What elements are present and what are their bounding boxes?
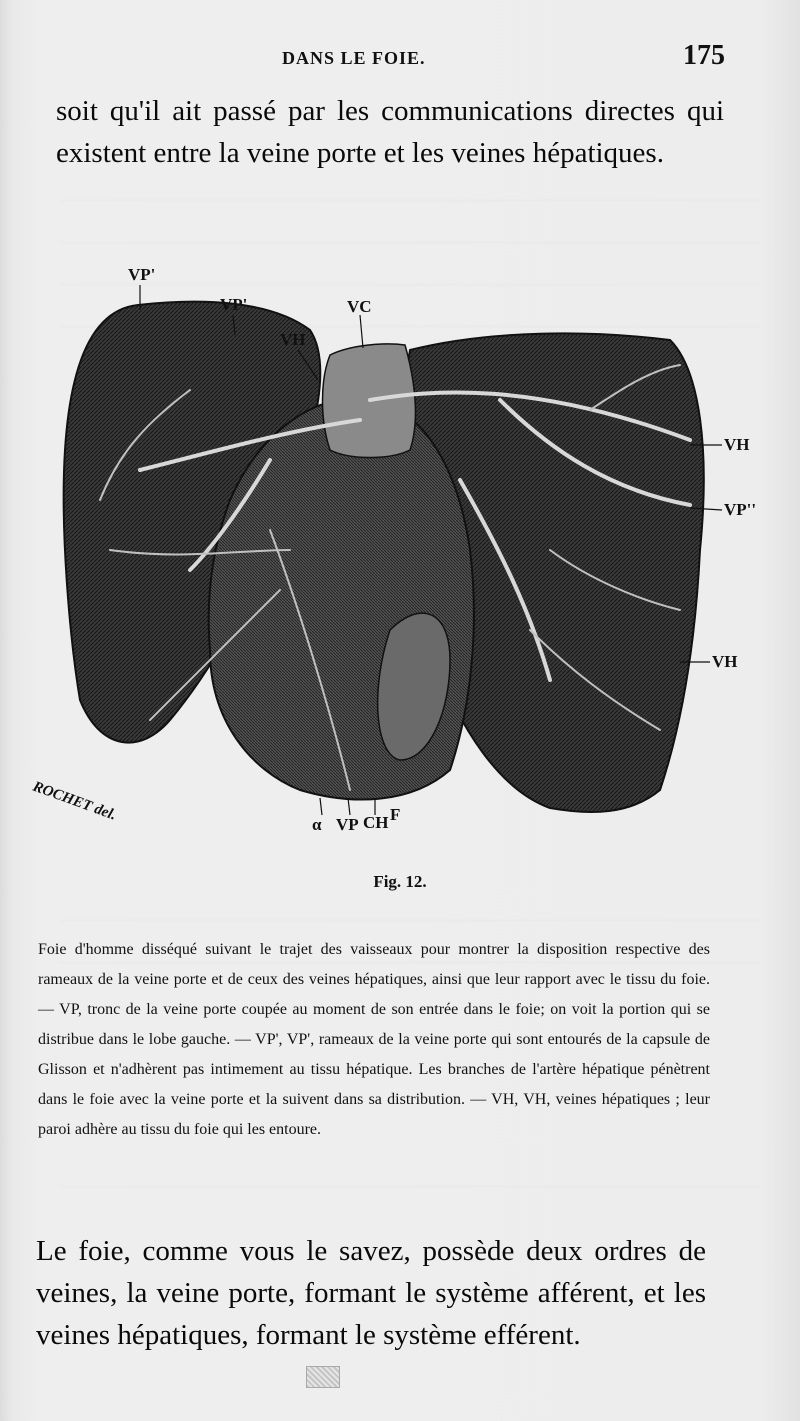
label-vh-right-2: VH xyxy=(712,652,738,671)
label-vc: VC xyxy=(347,297,372,316)
label-vh-top: VH xyxy=(280,330,306,349)
figure-caption: Foie d'homme disséqué suivant le trajet des vaisseaux pour montrer la disposition respective des rameaux de la veine porte et de ceux des veines hépatiques, ainsi que leur rapport avec le tissu du foie. — VP, tronc de la veine porte coupée au moment de son entrée dans le foie; on voit la portion qui se distribue dans le lobe gauche. — VP', VP', rameaux de la veine porte qui sont entourés de la capsule de Glisson et n'adhèrent pas intimement au tissu hépatique. Les branches de l'artère hépatique pénètrent dans le foie avec la veine porte et la suivent dans sa distribution. — VH, VH, veines hépatiques ; leur paroi adhère au tissu du foie qui les entoure. xyxy=(38,941,710,1138)
page-header xyxy=(60,40,725,80)
paragraph-bottom: Le foie, comme vous le savez, possède deux ordres de veines, la veine porte, formant le système afférent, et les veines hépatiques, formant le système efférent. xyxy=(36,1235,706,1351)
label-vh-right-1: VH xyxy=(724,435,750,454)
label-alpha: α xyxy=(312,815,322,834)
label-f: F xyxy=(390,805,401,824)
label-vp-prime-mid: VP' xyxy=(220,295,248,314)
running-head: DANS LE FOIE. xyxy=(282,48,426,68)
page-number: 175 xyxy=(683,40,725,71)
label-vp: VP xyxy=(336,815,359,834)
label-vp-prime-top: VP' xyxy=(128,265,156,284)
library-stamp xyxy=(306,1366,340,1388)
label-ch: CH xyxy=(363,813,389,832)
liver-engraving xyxy=(30,250,770,860)
artist-signature: ROCHET del. xyxy=(30,778,119,824)
paragraph-top: soit qu'il ait passé par les communications directes qui existent entre la veine porte et les veines hépatiques. xyxy=(56,95,724,169)
liver-figure xyxy=(30,250,770,860)
figure-title: Fig. 12. xyxy=(373,872,427,891)
label-vp-double-prime: VP'' xyxy=(724,500,757,519)
